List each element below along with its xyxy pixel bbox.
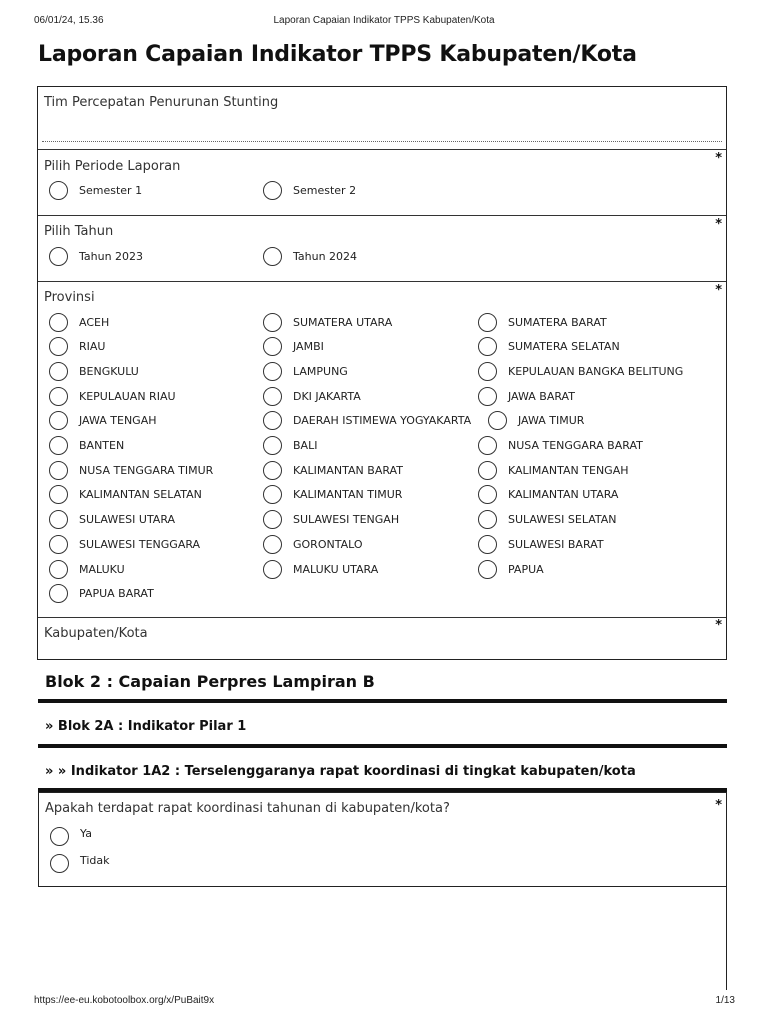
print-footer	[0, 995, 768, 1009]
print-url: https://ee-eu.kobotoolbox.org/x/PuBait9x	[34, 995, 215, 1006]
option-label: Tahun 2024	[293, 249, 358, 263]
radio-button[interactable]	[478, 461, 497, 480]
option-label: LAMPUNG	[293, 364, 348, 378]
radio-button[interactable]	[478, 362, 497, 381]
province-option[interactable]	[49, 559, 125, 579]
province-option[interactable]	[478, 436, 643, 456]
radio-button[interactable]	[49, 436, 68, 455]
province-section	[38, 282, 726, 618]
form-title: Laporan Capaian Indikator TPPS Kabupaten/Kota	[38, 42, 637, 67]
option-label: PAPUA BARAT	[79, 587, 154, 601]
radio-button[interactable]	[49, 247, 68, 266]
radio-button[interactable]	[478, 387, 497, 406]
block2-divider	[38, 699, 727, 703]
period-label: Pilih Periode Laporan	[44, 159, 181, 174]
radio-button[interactable]	[263, 411, 282, 430]
option-label: JAWA BARAT	[508, 389, 575, 403]
block2a-divider	[38, 744, 727, 748]
print-page-number: 1/13	[715, 995, 735, 1006]
radio-button[interactable]	[478, 313, 497, 332]
radio-button[interactable]	[49, 535, 68, 554]
team-input-underline[interactable]	[42, 141, 722, 142]
province-option[interactable]	[263, 510, 399, 530]
radio-button[interactable]	[50, 854, 69, 873]
question-coordination	[38, 792, 727, 887]
option-label: SULAWESI TENGGARA	[79, 537, 201, 551]
option-label: Tidak	[80, 853, 110, 867]
print-page-title: Laporan Capaian Indikator TPPS Kabupaten/Kota	[273, 15, 495, 26]
option-label: ACEH	[79, 315, 110, 329]
option-label: KALIMANTAN SELATAN	[79, 488, 202, 502]
radio-button[interactable]	[263, 337, 282, 356]
province-label: Provinsi	[44, 290, 95, 305]
province-option[interactable]	[478, 534, 604, 554]
option-label: KALIMANTAN TENGAH	[508, 463, 629, 477]
province-option[interactable]	[263, 337, 324, 357]
radio-button[interactable]	[488, 411, 507, 430]
province-option[interactable]	[478, 485, 618, 505]
block2a-title: » Blok 2A : Indikator Pilar 1	[45, 719, 247, 734]
province-option[interactable]	[49, 510, 175, 530]
option-label: SULAWESI BARAT	[508, 537, 604, 551]
kabupaten-required-mark: *	[715, 618, 722, 633]
radio-button[interactable]	[49, 337, 68, 356]
radio-button[interactable]	[263, 313, 282, 332]
period-section	[38, 150, 726, 216]
province-option[interactable]	[263, 386, 361, 406]
radio-button[interactable]	[49, 181, 68, 200]
year-section	[38, 216, 726, 282]
option-label: JAWA TENGAH	[79, 414, 157, 428]
province-option[interactable]	[478, 460, 629, 480]
radio-button[interactable]	[263, 387, 282, 406]
kabupaten-label[interactable]: Kabupaten/Kota	[44, 626, 148, 641]
team-section	[38, 87, 726, 150]
next-group-border	[726, 886, 727, 990]
radio-button[interactable]	[263, 535, 282, 554]
indicator-title: » » Indikator 1A2 : Terselenggaranya rapat koordinasi di tingkat kabupaten/kota	[45, 764, 636, 779]
province-option[interactable]	[49, 337, 105, 357]
year-label: Pilih Tahun	[44, 224, 114, 239]
print-header	[0, 15, 768, 29]
radio-button[interactable]	[478, 436, 497, 455]
year-required-mark: *	[715, 217, 722, 232]
option-label: Ya	[80, 826, 92, 840]
province-required-mark: *	[715, 283, 722, 298]
province-option[interactable]	[49, 312, 109, 332]
print-datetime: 06/01/24, 15.36	[34, 15, 104, 26]
option-label: SUMATERA UTARA	[293, 315, 393, 329]
period-option-semester-2[interactable]	[263, 180, 356, 200]
option-label: NUSA TENGGARA BARAT	[508, 439, 643, 452]
option-label: Semester 1	[79, 183, 143, 197]
period-option-semester-1[interactable]	[49, 180, 142, 200]
radio-button[interactable]	[263, 247, 282, 266]
province-option[interactable]	[49, 460, 213, 480]
radio-button[interactable]	[263, 181, 282, 200]
province-option[interactable]	[478, 386, 575, 406]
year-option-2023[interactable]	[49, 246, 143, 266]
radio-button[interactable]	[49, 510, 68, 529]
province-option[interactable]	[263, 312, 392, 332]
radio-button[interactable]	[478, 560, 497, 579]
province-option[interactable]	[478, 510, 617, 530]
option-label: DKI JAKARTA	[293, 389, 361, 403]
province-option[interactable]	[49, 436, 124, 456]
radio-button[interactable]	[478, 485, 497, 504]
question-option-tidak[interactable]	[50, 853, 110, 873]
option-label: GORONTALO	[293, 537, 363, 551]
radio-button[interactable]	[263, 436, 282, 455]
option-label: BENGKULU	[79, 364, 139, 378]
radio-button[interactable]	[263, 510, 282, 529]
option-label: KALIMANTAN TIMUR	[293, 488, 403, 502]
province-option[interactable]	[488, 411, 584, 431]
province-option[interactable]	[49, 386, 176, 406]
province-option[interactable]	[478, 559, 544, 579]
radio-button[interactable]	[49, 313, 68, 332]
radio-button[interactable]	[478, 510, 497, 529]
question-required-mark: *	[715, 798, 722, 813]
radio-button[interactable]	[49, 387, 68, 406]
radio-button[interactable]	[50, 827, 69, 846]
province-option[interactable]	[263, 411, 471, 431]
option-label: SULAWESI TENGAH	[293, 513, 400, 527]
block2-title: Blok 2 : Capaian Perpres Lampiran B	[45, 672, 375, 691]
option-label: SUMATERA BARAT	[508, 315, 607, 329]
radio-button[interactable]	[49, 461, 68, 480]
option-label: MALUKU	[79, 562, 125, 576]
province-option[interactable]	[49, 534, 200, 554]
team-label: Tim Percepatan Penurunan Stunting	[44, 95, 279, 110]
radio-button[interactable]	[263, 560, 282, 579]
question-option-ya[interactable]	[50, 826, 92, 846]
radio-button[interactable]	[49, 584, 68, 603]
option-label: JAMBI	[293, 340, 324, 354]
year-option-2024[interactable]	[263, 246, 357, 266]
province-option[interactable]	[49, 361, 139, 381]
option-label: DAERAH ISTIMEWA YOGYAKARTA	[293, 414, 472, 428]
province-option[interactable]	[49, 411, 157, 431]
question-label: Apakah terdapat rapat koordinasi tahunan di kabupaten/kota?	[45, 801, 450, 816]
option-label: JAWA TIMUR	[518, 414, 585, 428]
radio-button[interactable]	[49, 560, 68, 579]
option-label: MALUKU UTARA	[293, 562, 379, 576]
option-label: PAPUA	[508, 562, 544, 576]
option-label: SULAWESI SELATAN	[508, 513, 617, 527]
province-option[interactable]	[49, 584, 154, 604]
option-label: BALI	[293, 439, 318, 452]
province-option[interactable]	[263, 485, 402, 505]
province-option[interactable]	[478, 312, 607, 332]
province-option[interactable]	[263, 534, 363, 554]
kabupaten-section	[38, 618, 726, 660]
option-label: KALIMANTAN UTARA	[508, 488, 619, 502]
radio-button[interactable]	[263, 362, 282, 381]
option-label: KALIMANTAN BARAT	[293, 463, 403, 477]
radio-button[interactable]	[478, 535, 497, 554]
province-option[interactable]	[263, 361, 348, 381]
option-label: SUMATERA SELATAN	[508, 340, 620, 354]
option-label: KEPULAUAN RIAU	[79, 389, 176, 403]
option-label: SULAWESI UTARA	[79, 513, 176, 527]
province-option[interactable]	[263, 436, 317, 456]
option-label: KEPULAUAN BANGKA BELITUNG	[508, 364, 684, 378]
province-option[interactable]	[478, 361, 683, 381]
form-group-identity	[37, 86, 727, 660]
province-option[interactable]	[478, 337, 620, 357]
option-label: NUSA TENGGARA TIMUR	[79, 463, 214, 477]
option-label: Semester 2	[293, 183, 357, 197]
radio-button[interactable]	[49, 411, 68, 430]
radio-button[interactable]	[263, 461, 282, 480]
option-label: BANTEN	[79, 439, 125, 452]
radio-button[interactable]	[478, 337, 497, 356]
radio-button[interactable]	[263, 485, 282, 504]
option-label: Tahun 2023	[79, 249, 144, 263]
province-option[interactable]	[263, 460, 403, 480]
province-option[interactable]	[49, 485, 202, 505]
period-required-mark: *	[715, 151, 722, 166]
province-option[interactable]	[263, 559, 378, 579]
option-label: RIAU	[79, 340, 106, 354]
radio-button[interactable]	[49, 485, 68, 504]
radio-button[interactable]	[49, 362, 68, 381]
